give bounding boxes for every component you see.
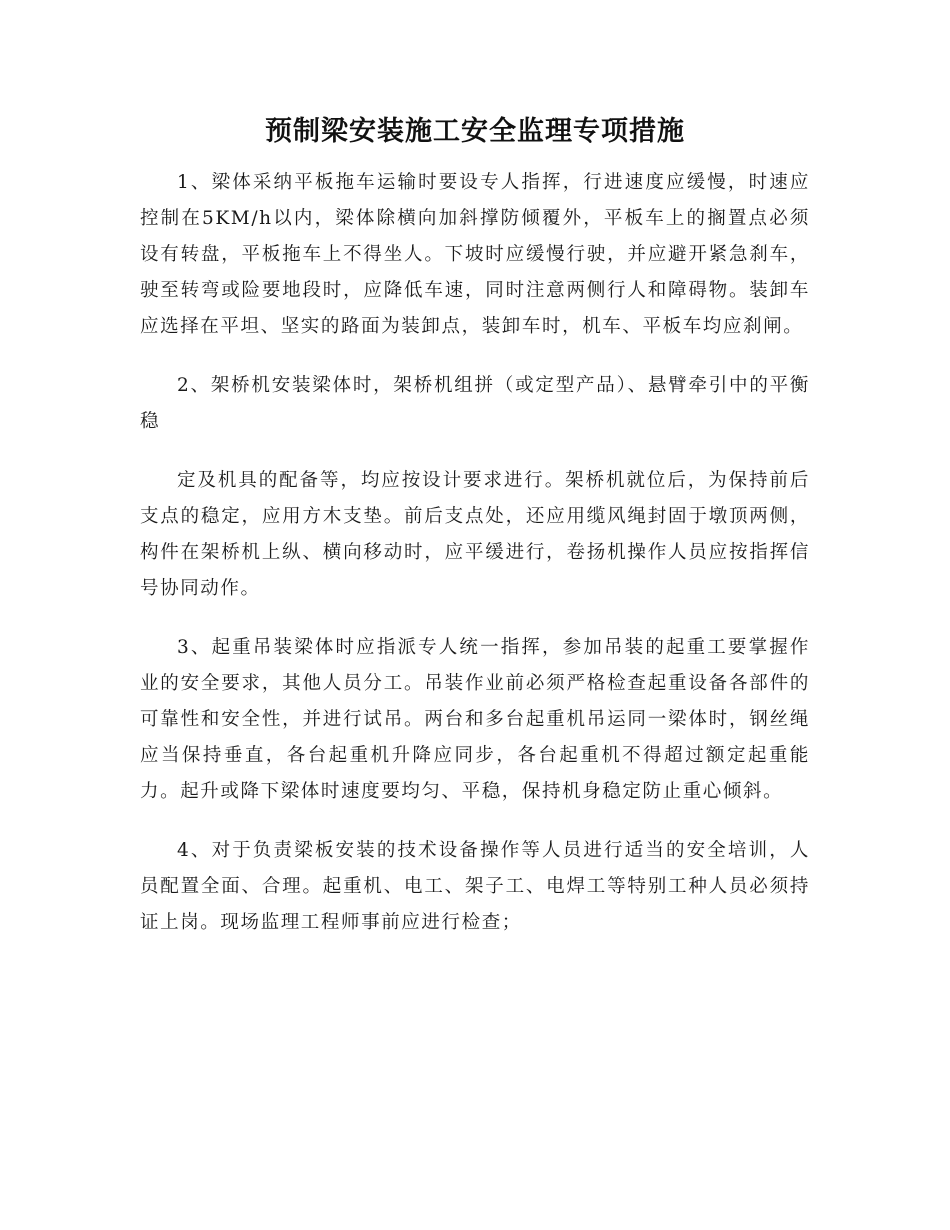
paragraph-3: 定及机具的配备等，均应按设计要求进行。架桥机就位后，为保持前后支点的稳定，应用方木支垫。前后支点处，还应用缆风绳封固于墩顶两侧，构件在架桥机上纵、横向移动时，应平缓进行，卷扬机操作人员应按指挥信号协同动作。 <box>140 470 810 599</box>
paragraph-2: 2、架桥机安装梁体时，架桥机组拼（或定型产品）、悬臂牵引中的平衡稳 <box>140 375 810 432</box>
paragraph-5: 4、对于负责梁板安装的技术设备操作等人员进行适当的安全培训，人员配置全面、合理。起重机、电工、架子工、电焊工等特别工种人员必须持证上岗。现场监理工程师事前应进行检查； <box>140 840 810 933</box>
document-body <box>140 165 810 964</box>
document-title: 预制梁安装施工安全监理专项措施 <box>265 116 685 147</box>
paragraph-4: 3、起重吊装梁体时应指派专人统一指挥，参加吊装的起重工要掌握作业的安全要求，其他人员分工。吊装作业前必须严格检查起重设备各部件的可靠性和安全性，并进行试吊。两台和多台起重机吊运同一梁体时，钢丝绳应当保持垂直，各台起重机升降应同步，各台起重机不得超过额定起重能力。起升或降下梁体时速度要均匀、平稳，保持机身稳定防止重心倾斜。 <box>140 637 810 802</box>
paragraph-1: 1、梁体采纳平板拖车运输时要设专人指挥，行进速度应缓慢，时速应控制在5KM/h以内，梁体除横向加斜撑防倾覆外，平板车上的搁置点必须设有转盘，平板拖车上不得坐人。下坡时应缓慢行驶，并应避开紧急刹车，驶至转弯或险要地段时，应降低车速，同时注意两侧行人和障碍物。装卸车应选择在平坦、坚实的路面为装卸点，装卸车时，机车、平板车均应刹闸。 <box>140 172 810 337</box>
